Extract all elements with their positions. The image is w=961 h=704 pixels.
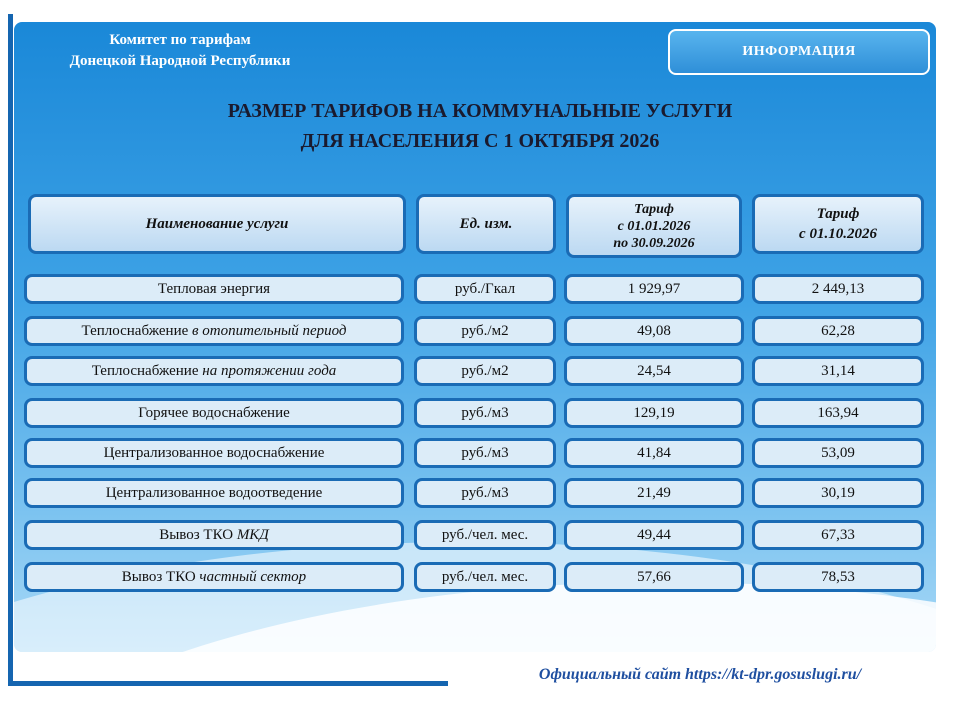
service-name: Централизованное водоснабжение <box>103 445 325 461</box>
unit-cell: руб./м2 <box>414 316 556 346</box>
service-name-cell <box>24 438 404 468</box>
tariff-new-cell: 62,28 <box>752 316 924 346</box>
tariff-new-cell: 67,33 <box>752 520 924 550</box>
header-tariff-old <box>566 194 742 258</box>
service-name-qualifier: на протяжении года <box>202 363 337 379</box>
tariff-old-cell: 1 929,97 <box>564 274 744 304</box>
unit-cell: руб./чел. мес. <box>414 562 556 592</box>
header-tariff-new-l2: с 01.10.2026 <box>799 226 877 242</box>
service-name: Тепловая энергия <box>157 281 271 297</box>
service-name-cell <box>24 398 404 428</box>
tariff-new-cell: 31,14 <box>752 356 924 386</box>
unit-cell: руб./м3 <box>414 438 556 468</box>
org-line-2: Донецкой Народной Республики <box>69 53 291 69</box>
service-name-cell <box>24 356 404 386</box>
header-tariff-old-l3: по 30.09.2026 <box>613 235 695 251</box>
footer-website[interactable]: Официальный сайт https://kt-dpr.gosuslugi.ru/ <box>538 666 862 683</box>
info-button[interactable]: ИНФОРМАЦИЯ <box>668 29 930 75</box>
header-tariff-new-l1: Тариф <box>816 206 860 222</box>
header-service: Наименование услуги <box>28 194 406 254</box>
service-name: Горячее водоснабжение <box>138 405 290 421</box>
service-name-cell <box>24 274 404 304</box>
service-name: Теплоснабжение <box>81 323 193 339</box>
frame-left-line <box>8 14 13 686</box>
header-tariff-old-l1: Тариф <box>634 201 674 217</box>
unit-cell: руб./м3 <box>414 478 556 508</box>
service-name: Вывоз ТКО <box>159 527 237 543</box>
tariff-new-cell: 2 449,13 <box>752 274 924 304</box>
page-title <box>130 96 830 156</box>
service-name: Теплоснабжение <box>91 363 203 379</box>
title-line-1: РАЗМЕР ТАРИФОВ НА КОММУНАЛЬНЫЕ УСЛУГИ <box>227 100 733 122</box>
header-tariff-old-l2: с 01.01.2026 <box>617 218 691 234</box>
service-name-cell <box>24 316 404 346</box>
service-name: Централизованное водоотведение <box>105 485 323 501</box>
tariff-old-cell: 129,19 <box>564 398 744 428</box>
tariff-new-cell: 30,19 <box>752 478 924 508</box>
service-name: Вывоз ТКО <box>121 569 200 585</box>
organization-name <box>30 30 330 72</box>
unit-cell: руб./м3 <box>414 398 556 428</box>
tariff-old-cell: 49,44 <box>564 520 744 550</box>
tariff-old-cell: 21,49 <box>564 478 744 508</box>
tariff-old-cell: 49,08 <box>564 316 744 346</box>
header-tariff-new <box>752 194 924 254</box>
service-name-qualifier: частный сектор <box>199 569 307 585</box>
tariff-old-cell: 41,84 <box>564 438 744 468</box>
title-line-2: ДЛЯ НАСЕЛЕНИЯ С 1 ОКТЯБРЯ 2026 <box>300 130 660 152</box>
frame-bottom-line <box>8 681 448 686</box>
service-name-cell <box>24 520 404 550</box>
service-name-cell <box>24 562 404 592</box>
tariff-old-cell: 57,66 <box>564 562 744 592</box>
org-line-1: Комитет по тарифам <box>109 32 251 48</box>
tariff-new-cell: 78,53 <box>752 562 924 592</box>
service-name-cell <box>24 478 404 508</box>
service-name-qualifier: МКД <box>236 527 269 543</box>
unit-cell: руб./чел. мес. <box>414 520 556 550</box>
unit-cell: руб./м2 <box>414 356 556 386</box>
tariff-new-cell: 163,94 <box>752 398 924 428</box>
header-unit: Ед. изм. <box>416 194 556 254</box>
tariff-new-cell: 53,09 <box>752 438 924 468</box>
unit-cell: руб./Гкал <box>414 274 556 304</box>
service-name-qualifier: в отопительный период <box>192 323 347 339</box>
tariff-old-cell: 24,54 <box>564 356 744 386</box>
